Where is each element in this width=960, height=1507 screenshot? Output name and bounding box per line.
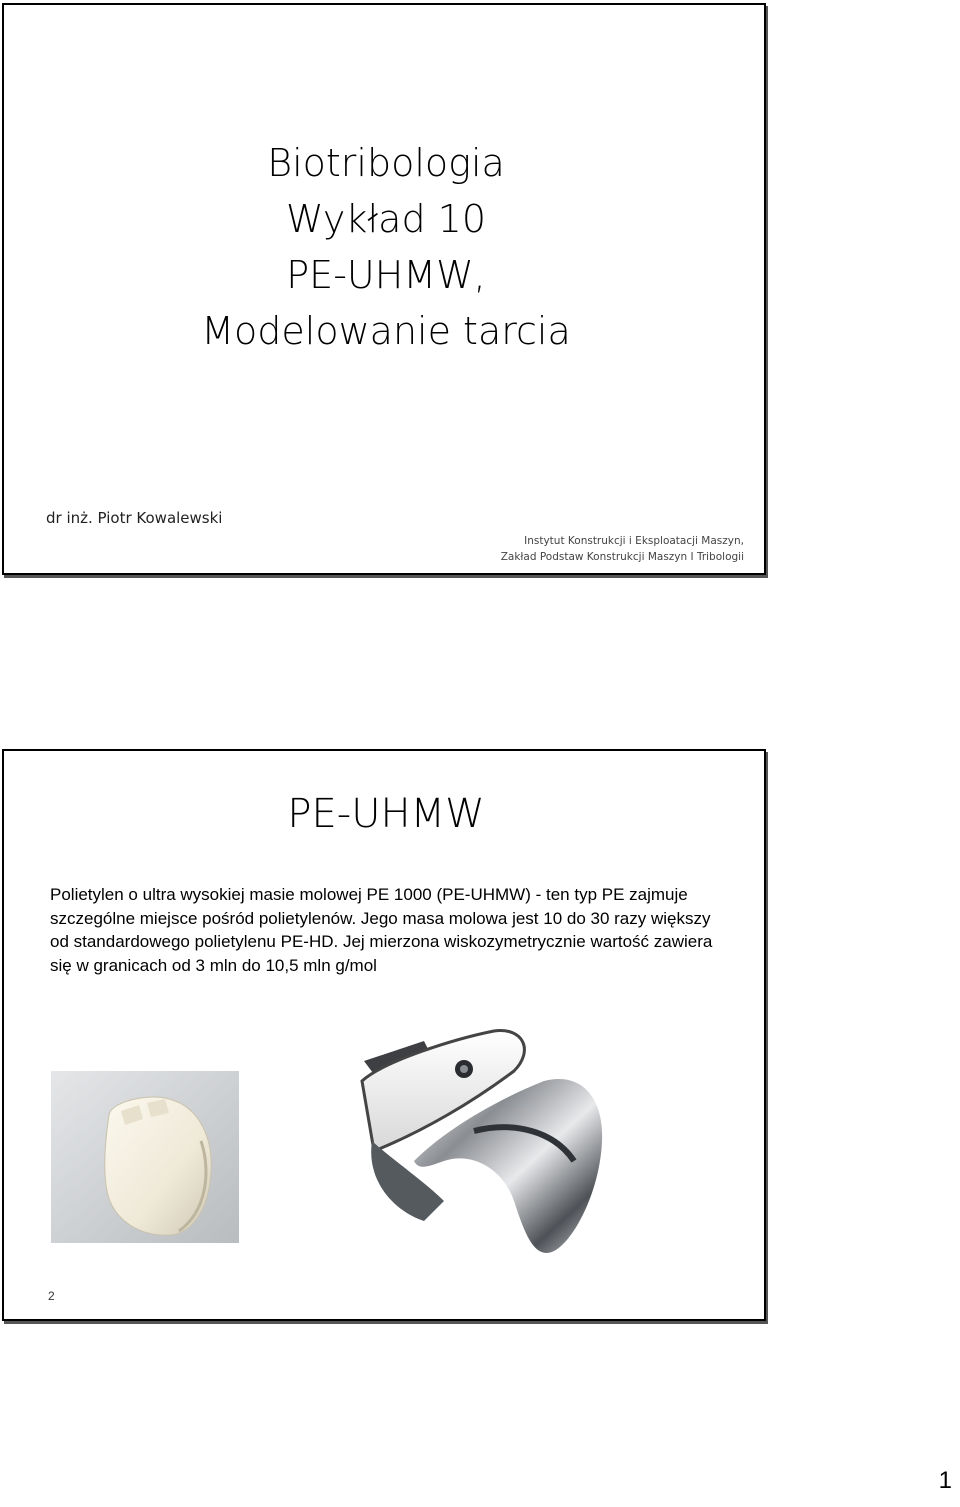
slide-title: [4, 135, 768, 359]
title-line-3: PE-UHMW,: [286, 253, 486, 297]
slide-2: [2, 749, 766, 1321]
title-line-4: Modelowanie tarcia: [201, 309, 571, 353]
slide-1: [2, 3, 766, 575]
knee-implant-photo: [354, 1021, 614, 1271]
institute-line-1: Instytut Konstrukcji i Eksploatacji Maszyn,: [524, 535, 744, 547]
pe-uhmw-disc-photo: [51, 1071, 239, 1243]
institute-line-2: Zakład Podstaw Konstrukcji Maszyn I Tribologii: [500, 551, 744, 563]
title-line-1: Biotribologia: [267, 141, 505, 185]
slide-2-title: PE-UHMW: [287, 791, 485, 837]
author: dr inż. Piotr Kowalewski: [46, 509, 223, 527]
institute: [501, 533, 744, 565]
document-page-number: 1: [938, 1467, 952, 1494]
slide-2-body: Polietylen o ultra wysokiej masie molowej PE 1000 (PE-UHMW) - ten typ PE zajmuje szczególne miejsce pośród polietylenów. Jego masa molowa jest 10 do 30 razy większy od standardowego polietylenu PE-HD. Jej mierzona wiskozymetrycznie wartość zawiera się w granicach od 3 mln do 10,5 mln g/mol: [50, 885, 713, 975]
title-line-2: Wykład 10: [285, 197, 487, 241]
slide-page-number: 2: [48, 1289, 55, 1303]
